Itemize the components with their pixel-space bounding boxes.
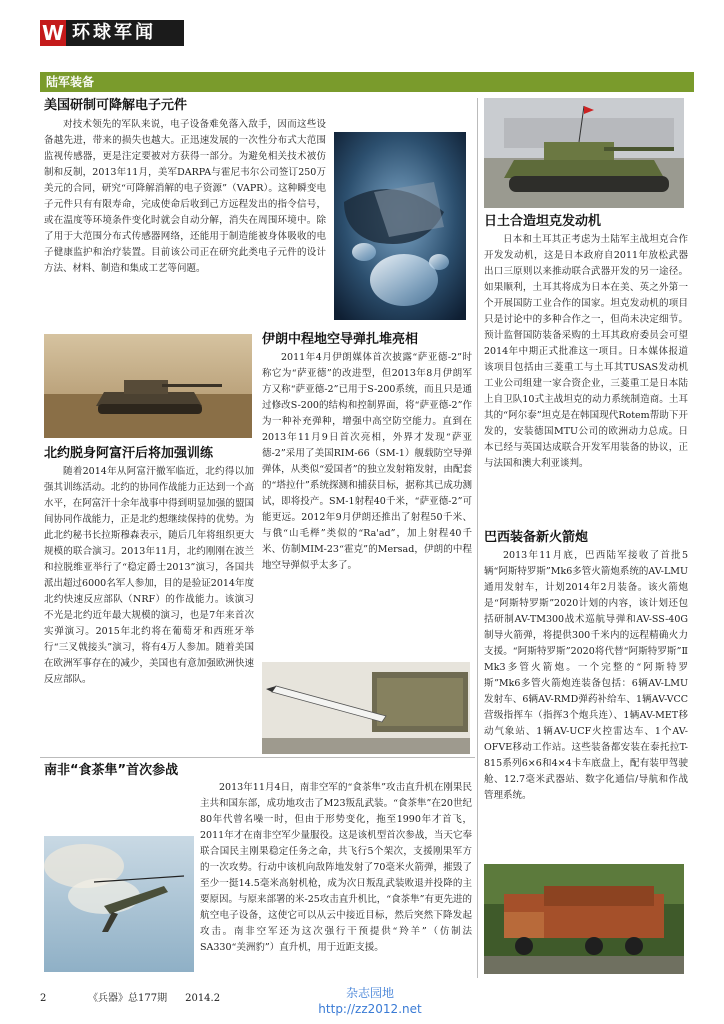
article-body-brazil: 2013年11月底，巴西陆军接收了首批5辆“阿斯特罗斯”Mk6多管火箭炮系统的AV-LMU通用发射车，计划2014年2月装备。该火箭炮是“阿斯特罗斯”2020计划的内容，该计划还包括研制AV-TM300战术巡航导弹和AV-SS-40G制导火箭弹，将提供300千米内的远程精确火力支援。“阿斯特罗斯”2020将代替“阿斯特罗斯”Ⅱ Mk3多管火箭炮。一个完整的“阿斯特罗斯”Mk6多管火箭炮连装备包括：6辆AV-LMU发射车、6辆AV-RMD弹药补给车、1辆AV-VCC营级指挥车（指挥3个炮兵连）、1辆AV-MET移动气象站、1辆AV-UCF火控雷达车、1个AV-OFVE移动工作站。这些装备都安装在泰托拉T-815系列6×6和4×4卡车底盘上，配有装甲驾驶舱、12.7毫米武器站、数字化通信/导航和作战管理系统。	[484, 550, 688, 801]
column-divider	[477, 98, 478, 978]
nato-photo	[44, 334, 252, 438]
article-body-nato: 随着2014年从阿富汗撤军临近，北约得以加强其训练活动。北约的协同作战能力正达到一个高水平，在阿富汗十余年战事中得到明显加强的盟国间协同作战能力，正是北约想继续保持的优势。为此北约秘书长拉斯穆森表示，随后几年将组织更大规模的联合演习。2013年11月，北约刚刚在波兰和拉脱维亚举行了“稳定爵士2013”演习，各国共派出超过6000名军人参加，目的是验证2014年度北约快速反应部队（NRF）的作战能力。该演习不光是北约近年最大规模的演习，也是7年来首次实弹演习。2015年北约将在葡萄牙和西班牙举行“三叉戟接头”演习，将有4万人参加。随着美国在欧洲军事存在的减少，美国也有意加强欧洲快速反应部队。	[44, 466, 254, 685]
tank-photo	[484, 98, 684, 208]
helicopter-photo	[44, 836, 194, 972]
article-body-tank: 日本和土耳其正考虑为土陆军主战坦克合作开发发动机，这是日本政府自2011年放松武器出口三原则以来推动联合武器开发的另一途径。如果顺利，土耳其将成为日本在美、英之外第一个开展国防工业合作的国家。坦克发动机的项目只是讨论中的多种合作之一，但尚未决定细节。预计监督国防装备采购的土耳其政府委员会可望2014年中期正式批准这一项目。日本媒体报道该项目包括由三菱重工与土耳其TUSAS发动机工业公司组建一家合资企业，三菱重工是日本陆上自卫队10式主战坦克的动力系统制造商。土耳其的“阿尔泰”坦克是在韩国现代Rotem帮助下开发的，安装德国MTU公司的欧洲动力总成。日本已经与英国达成联合开发军用装备的协议，正与法国和澳大利亚谈判。	[484, 234, 688, 469]
article-title-brazil: 巴西装备新火箭炮	[484, 530, 589, 545]
electronics-photo	[334, 132, 466, 320]
section-header: 陆军装备	[40, 72, 694, 92]
masthead-letter: W	[41, 21, 65, 45]
article-title-iran: 伊朗中程地空导弹扎堆亮相	[262, 332, 419, 347]
watermark	[290, 985, 450, 1017]
article-body-iran: 2011年4月伊朗媒体首次披露“萨亚德-2”时称它为“萨亚德”的改进型，但2013年8月伊朗军方又称“萨亚德-2”已用于S-200系统，而且只是通过修改S-200的结构和控制界面，将“萨亚德-2”作为一种补充弹种，增强中高空防空能力。直到在2013年11月9日首次亮相，外界才发现“萨亚德-2”采用了美国RIM-66（SM-1）舰载防空导弹弹体，从类似“爱国者”的独立发射箱发射，由配套的“塔拉什”系统探测和捕获目标，据称其已成功测试，即将投产。SM-1射程40千米，“萨亚德-2”可能更远。2012年9月伊朗还推出了射程50千米、与俄“山毛榉”类似的“Ra'ad”，加上射程40千米、仿制MIM-23“霍克”的Mersad，伊朗的中程地空导弹似乎太多了。	[262, 352, 472, 571]
missile-photo	[262, 662, 470, 754]
page-number: 2	[40, 993, 47, 1004]
article-title-south-africa: 南非“食茶隼”首次参战	[44, 763, 179, 778]
watermark-url: http://zz2012.net	[318, 1002, 422, 1016]
article-body-electronics: 对技术领先的军队来说，电子设备难免落入敌手，因而这些设备越先进，带来的损失也越大。正迅速发展的一次性分布式大范围监视传感器，更是注定要被对方获得一部分。为避免相关技术被仿制和反制，2013年11月，美军DARPA与霍尼韦尔公司签订250万美元的合同，研究“可降解消解的电子资源”（VAPR）。这种瞬变电子元件只有有限寿命，完成使命后收到己方远程发出的指令信号，或在温度等环境条件变化时就会自动分解，消失在周围环境中。除了用于大范围分布式传感器网络，还能用于制造能被身体吸收的电子健康监护和治疗装置。目前该公司正在研究此类电子元件的设计方法、材料、制造和集成工艺等问题。	[44, 119, 326, 274]
article-title-electronics: 美国研制可降解电子元件	[44, 98, 188, 113]
section-divider	[40, 757, 475, 758]
article-title-nato: 北约脱身阿富汗后将加强训练	[44, 446, 214, 461]
watermark-title: 杂志园地	[345, 986, 394, 1000]
magazine-issue: 《兵器》总177期	[88, 993, 168, 1004]
rocket-truck-photo	[484, 864, 684, 974]
issue-date: 2014.2	[185, 993, 221, 1004]
article-body-south-africa-text: 2013年11月4日，南非空军的“食茶隼”攻击直升机在刚果民主共和国东部，成功地攻击了M23叛乱武装。“食茶隼”在20世纪80年代曾名噪一时，但由于形势变化，拖至1990年才首飞，2011年才在南非空军少量服役。这是该机型首次参战，当天它奉联合国民主刚果稳定任务之命，共飞行5个架次，支援刚果军方的一次攻势。行动中该机向敌阵地发射了70毫米火箭弹，摧毁了至少一挺14.5毫米高射机枪，成为次日叛乱武装败退并投降的主要原因。与原来部署的米-25攻击直升机比，“食茶隼”有更先进的航空电子设备，这使它可以从云中接近目标，然后突然下降发起攻击。南非空军还为这次强行干预提供“羚羊”（仿制法SA330“美洲豹”）直升机，用于近距支援。	[200, 782, 472, 953]
masthead-logo	[40, 20, 184, 46]
article-title-tank: 日土合造坦克发动机	[484, 214, 602, 229]
page-footer	[40, 992, 220, 1006]
masthead-title: 环球军闻	[66, 20, 184, 46]
